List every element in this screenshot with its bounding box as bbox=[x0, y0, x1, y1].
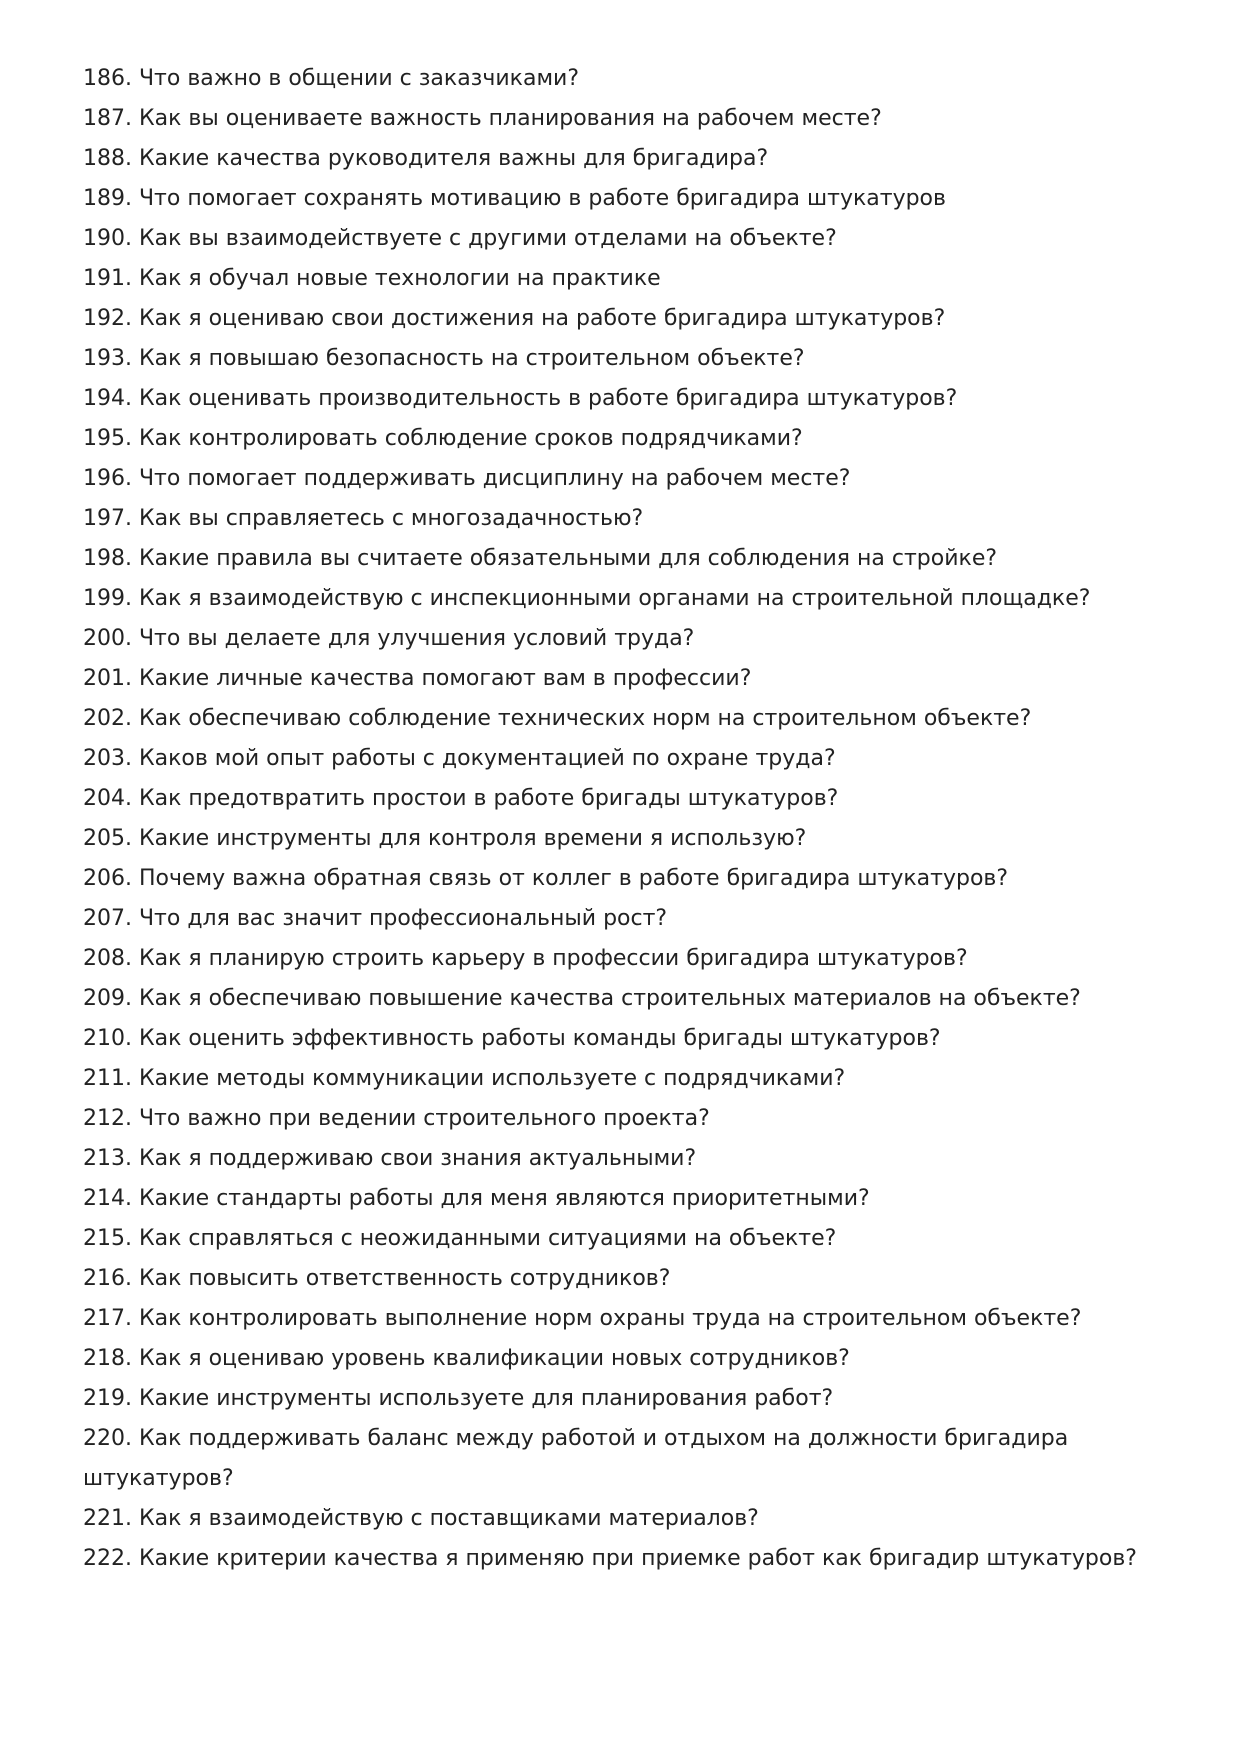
question-item: 222. Какие критерии качества я применяю при приемке работ как бригадир штукатуров? bbox=[83, 1546, 1137, 1571]
question-item: 211. Какие методы коммуникации используете с подрядчиками? bbox=[83, 1066, 846, 1091]
question-item: 214. Какие стандарты работы для меня являются приоритетными? bbox=[83, 1186, 870, 1211]
question-item: 196. Что помогает поддерживать дисциплину на рабочем месте? bbox=[83, 466, 851, 491]
question-item: 186. Что важно в общении с заказчиками? bbox=[83, 66, 580, 91]
question-item: 194. Как оценивать производительность в работе бригадира штукатуров? bbox=[83, 386, 958, 411]
question-item: 200. Что вы делаете для улучшения условий труда? bbox=[83, 626, 695, 651]
question-item: 199. Как я взаимодействую с инспекционными органами на строительной площадке? bbox=[83, 586, 1091, 611]
question-item: 207. Что для вас значит профессиональный рост? bbox=[83, 906, 668, 931]
question-item: 192. Как я оцениваю свои достижения на работе бригадира штукатуров? bbox=[83, 306, 946, 331]
question-item: 193. Как я повышаю безопасность на строительном объекте? bbox=[83, 346, 805, 371]
question-item: 191. Как я обучал новые технологии на практике bbox=[83, 266, 661, 291]
question-item: 219. Какие инструменты используете для планирования работ? bbox=[83, 1386, 834, 1411]
question-item: 205. Какие инструменты для контроля времени я использую? bbox=[83, 826, 807, 851]
question-item: 209. Как я обеспечиваю повышение качества строительных материалов на объекте? bbox=[83, 986, 1081, 1011]
question-item: 190. Как вы взаимодействуете с другими отделами на объекте? bbox=[83, 226, 837, 251]
question-item: 213. Как я поддерживаю свои знания актуальными? bbox=[83, 1146, 697, 1171]
question-item: 204. Как предотвратить простои в работе бригады штукатуров? bbox=[83, 786, 839, 811]
question-item: 215. Как справляться с неожиданными ситуациями на объекте? bbox=[83, 1226, 837, 1251]
question-item: 208. Как я планирую строить карьеру в профессии бригадира штукатуров? bbox=[83, 946, 968, 971]
question-item: 187. Как вы оцениваете важность планирования на рабочем месте? bbox=[83, 106, 882, 131]
question-item: 212. Что важно при ведении строительного проекта? bbox=[83, 1106, 710, 1131]
question-item: 210. Как оценить эффективность работы команды бригады штукатуров? bbox=[83, 1026, 941, 1051]
question-item: 221. Как я взаимодействую с поставщиками материалов? bbox=[83, 1506, 759, 1531]
question-item: 206. Почему важна обратная связь от коллег в работе бригадира штукатуров? bbox=[83, 866, 1009, 891]
question-item: 189. Что помогает сохранять мотивацию в работе бригадира штукатуров bbox=[83, 186, 946, 211]
question-item: 201. Какие личные качества помогают вам в профессии? bbox=[83, 666, 752, 691]
question-item: 198. Какие правила вы считаете обязательными для соблюдения на стройке? bbox=[83, 546, 998, 571]
question-item: 202. Как обеспечиваю соблюдение технических норм на строительном объекте? bbox=[83, 706, 1032, 731]
question-item: 217. Как контролировать выполнение норм охраны труда на строительном объекте? bbox=[83, 1306, 1082, 1331]
question-item: 218. Как я оцениваю уровень квалификации новых сотрудников? bbox=[83, 1346, 850, 1371]
question-item: 203. Каков мой опыт работы с документацией по охране труда? bbox=[83, 746, 836, 771]
question-item: 197. Как вы справляетесь с многозадачностью? bbox=[83, 506, 644, 531]
question-list bbox=[83, 59, 1173, 1579]
question-item: 195. Как контролировать соблюдение сроков подрядчиками? bbox=[83, 426, 803, 451]
question-item: 188. Какие качества руководителя важны для бригадира? bbox=[83, 146, 769, 171]
question-item: 216. Как повысить ответственность сотрудников? bbox=[83, 1266, 671, 1291]
question-item: 220. Как поддерживать баланс между работой и отдыхом на должности бригадира штукатуров? bbox=[83, 1426, 1069, 1491]
